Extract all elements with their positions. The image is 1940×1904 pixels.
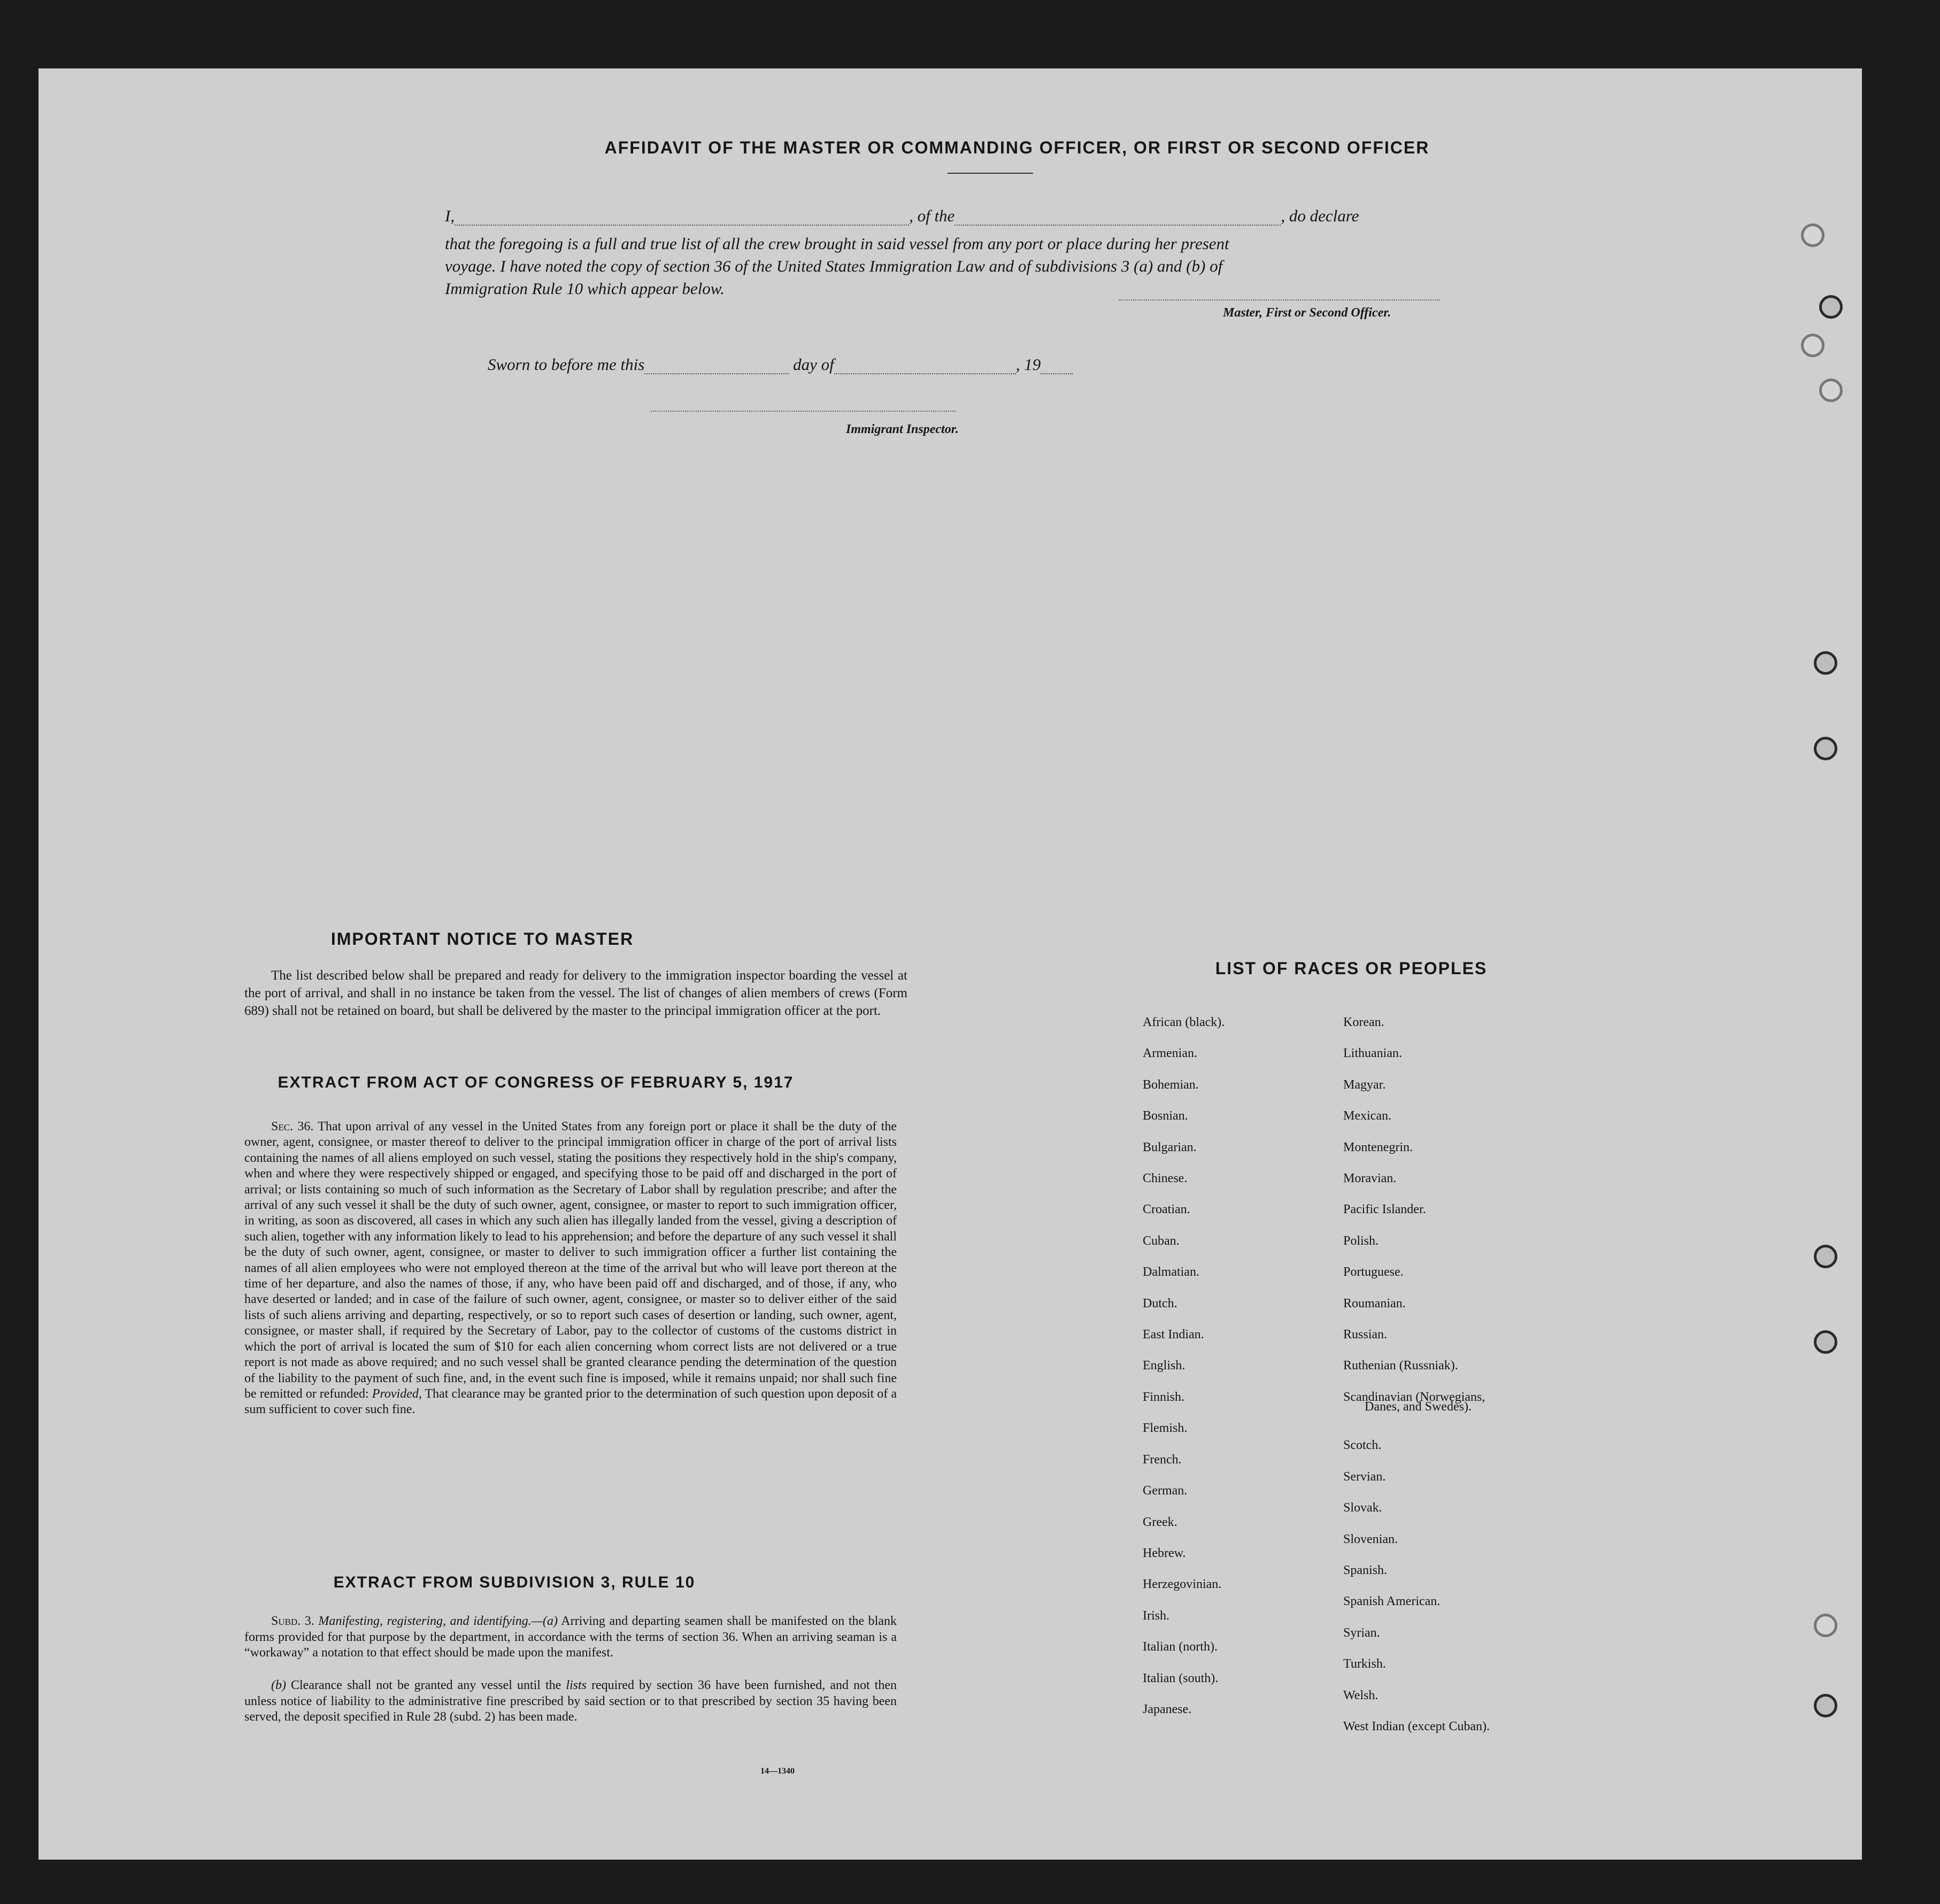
binder-hole [1814,1330,1837,1354]
race-item: Montenegrin. [1343,1140,1413,1154]
race-item: Croatian. [1143,1202,1190,1217]
proviso-text: That clearance may be granted prior to the determination of such question upon deposit of a sum sufficient to cover such fine. [244,1386,897,1417]
subd-a-body: Arriving and departing seamen shall be manifested on the blank forms provided for that purpose by the department, in accordance with the terms of section 36. When an arriving seaman is a “workaway” a notation to that effect should be made upon the manifest. [244,1614,897,1660]
affidavit-declaration-line [445,206,1514,226]
affidavit-line-3: voyage. I have noted the copy of section 36 of the United States Immigration Law and of subdivisions 3 (a) and (b) of [445,257,1223,275]
proviso-label: Provided, [372,1386,422,1401]
notice-body: The list described below shall be prepared and ready for delivery to the immigration inspector boarding the vessel at the port of arrival, and shall in no instance be taken from the vessel. The list of changes of alien members of crews (Form 689) shall not be retained on board, but shall be delivered by the master to the principal immigration officer at the port. [244,968,907,1018]
subd-b-text-1: Clearance shall not be granted any vessel until the [291,1678,561,1692]
race-item: Moravian. [1343,1171,1397,1186]
officer-name-blank[interactable] [455,224,909,226]
race-item: German. [1143,1484,1188,1498]
form-number: 14—1340 [760,1767,795,1776]
race-item: Scotch. [1343,1438,1382,1453]
inspector-caption: Immigrant Inspector. [846,422,959,436]
binder-hole [1814,1245,1837,1268]
race-item: Turkish. [1343,1657,1386,1671]
section-36-text [244,1119,897,1418]
races-title: LIST OF RACES OR PEOPLES [1215,959,1488,978]
subdivision-b-text [244,1678,897,1725]
sworn-year: , 19 [1015,355,1041,374]
race-item: Korean. [1343,1015,1384,1029]
section-label: Sec. 36. [271,1120,314,1134]
race-item: Syrian. [1343,1625,1380,1640]
form-page [39,68,1862,1860]
sworn-line [488,355,1557,374]
race-item: Greek. [1143,1515,1177,1529]
binder-hole [1814,1694,1837,1717]
race-item: Ruthenian (Russniak). [1343,1359,1458,1373]
race-item: Bohemian. [1143,1077,1199,1092]
extract-act-title: EXTRACT FROM ACT OF CONGRESS OF FEBRUARY 5, 1917 [278,1074,794,1091]
binder-hole [1819,295,1843,319]
race-item: Spanish American. [1343,1594,1441,1609]
race-item: Bulgarian. [1143,1140,1197,1154]
binder-hole [1814,651,1837,675]
races-column-2 [1343,1007,1568,1742]
race-item: Lithuanian. [1343,1046,1402,1061]
race-item: Herzegovinian. [1143,1577,1222,1592]
race-item: Hebrew. [1143,1546,1186,1560]
race-item: English. [1143,1359,1185,1373]
subdivision-a-text [244,1614,897,1661]
race-item: Dutch. [1143,1296,1177,1311]
sworn-day-of: day of [793,355,834,374]
race-item: Mexican. [1343,1109,1391,1123]
race-item: French. [1143,1452,1182,1467]
race-item: Italian (south). [1143,1671,1219,1685]
affidavit-line-2: that the foregoing is a full and true list of all the crew brought in said vessel from any port or place during her present [445,234,1229,253]
race-item: Dalmatian. [1143,1265,1199,1279]
affidavit-do-declare: , do declare [1281,206,1359,225]
race-item: Russian. [1343,1328,1388,1342]
sworn-day-blank[interactable] [644,373,789,374]
race-item: Scandinavian (Norwegians, [1343,1390,1485,1404]
sworn-year-blank[interactable] [1041,373,1073,374]
vessel-name-blank[interactable] [954,224,1281,226]
race-item: Slovak. [1343,1501,1382,1515]
inspector-signature-line[interactable] [651,411,956,412]
race-item: Italian (north). [1143,1640,1218,1654]
binder-hole [1814,737,1837,760]
race-item: Chinese. [1143,1171,1188,1186]
race-item: Cuban. [1143,1234,1180,1248]
master-signature-line[interactable] [1119,299,1439,300]
subd-b-label: (b) [271,1678,286,1692]
race-item: Irish. [1143,1608,1169,1623]
race-item: Polish. [1343,1234,1379,1248]
binder-hole [1819,379,1843,402]
subd-b-text-2: required by section 36 have been furnished, and not then unless notice of liability to the administrative fine prescribed by said section or to that prescribed by section 35 having been served, the deposit specified in Rule 28 (subd. 2) has been made. [244,1678,897,1724]
binder-hole [1801,334,1824,357]
affidavit-line-4: Immigration Rule 10 which appear below. [445,279,725,298]
race-item: Pacific Islander. [1343,1202,1426,1217]
race-item: Danes, and Swedes). [1365,1400,1472,1414]
notice-title: IMPORTANT NOTICE TO MASTER [330,929,634,949]
race-item: West Indian (except Cuban). [1343,1719,1490,1733]
subd-label: Subd. 3. [271,1614,314,1628]
race-item: Finnish. [1143,1390,1185,1404]
subd-b-lists: lists [566,1678,587,1692]
subd-heading: Manifesting, registering, and identifying.—(a) [318,1614,558,1628]
races-column-1 [1143,1007,1346,1725]
title-rule [948,173,1033,174]
race-item: Magyar. [1343,1077,1386,1092]
section-body: That upon arrival of any vessel in the United States from any foreign port or place it shall be the duty of the owner, agent, consignee, or master thereof to deliver to the principal immigration officer in charge of the port of arrival lists containing the names of all aliens employed on such vessel, stating the positions they respectively hold in the ship's company, when and where they were respectively shipped or engaged, and specifying those to be paid off and discharged in the port of arrival; or lists containing so much of such information as the Secretary of Labor shall by regulation prescribe; and after the arrival of any such vessel it shall be the duty of such owner, agent, consignee, or master to report to such immigration officer, in writing, as soon as discovered, all cases in which any such alien has illegally landed from the vessel, giving a description of such alien, together with any information likely to lead to his apprehension; and before the departure of any such vessel it shall be the duty of such owner, agent, consignee, or master to deliver to such immigration officer a further list containing the names of all alien employees who were not employed thereon at the time of the arrival but who will leave port thereon at the time of her departure, and also the names of those, if any, who have been paid off and discharged, and of those, if any, who have deserted or landed; and in case of the failure of such owner, agent, consignee, or master so to deliver either of the said lists of such aliens arriving and departing, respectively, or so to report such cases of desertion or landing, such owner, agent, consignee, or master shall, if required by the Secretary of Labor, pay to the collector of customs of the customs district in which the port of arrival is located the sum of $10 for each alien concerning whom correct lists are not delivered or a true report is not made as above required; and no such vessel shall be granted clearance pending the determination of the question of the liability to the payment of such fine, and, in the event such fine is imposed, while it remains unpaid; nor shall such fine be remitted or refunded: [244,1120,897,1401]
master-signature-caption: Master, First or Second Officer. [1223,306,1391,320]
race-item: Japanese. [1143,1702,1192,1716]
extract-rule-title: EXTRACT FROM SUBDIVISION 3, RULE 10 [333,1574,696,1591]
race-item: African (black). [1143,1015,1225,1029]
race-item: Flemish. [1143,1421,1188,1436]
race-item: Roumanian. [1343,1296,1406,1311]
binder-hole [1801,223,1824,247]
affidavit-title: AFFIDAVIT OF THE MASTER OR COMMANDING OFFICER, OR FIRST OR SECOND OFFICER [604,138,1430,157]
race-item: Portuguese. [1343,1265,1404,1279]
sworn-prefix: Sworn to before me this [488,355,645,374]
affidavit-of-the: , of the [909,206,955,225]
affidavit-i: I, [445,206,455,225]
race-item: Armenian. [1143,1046,1197,1061]
race-item: Welsh. [1343,1688,1379,1702]
race-item: Slovenian. [1343,1532,1398,1546]
race-item: Bosnian. [1143,1109,1188,1123]
race-item: Servian. [1343,1469,1386,1484]
sworn-month-blank[interactable] [834,373,1016,374]
race-item: East Indian. [1143,1328,1204,1342]
race-item: Spanish. [1343,1563,1388,1577]
binder-hole [1814,1614,1837,1637]
